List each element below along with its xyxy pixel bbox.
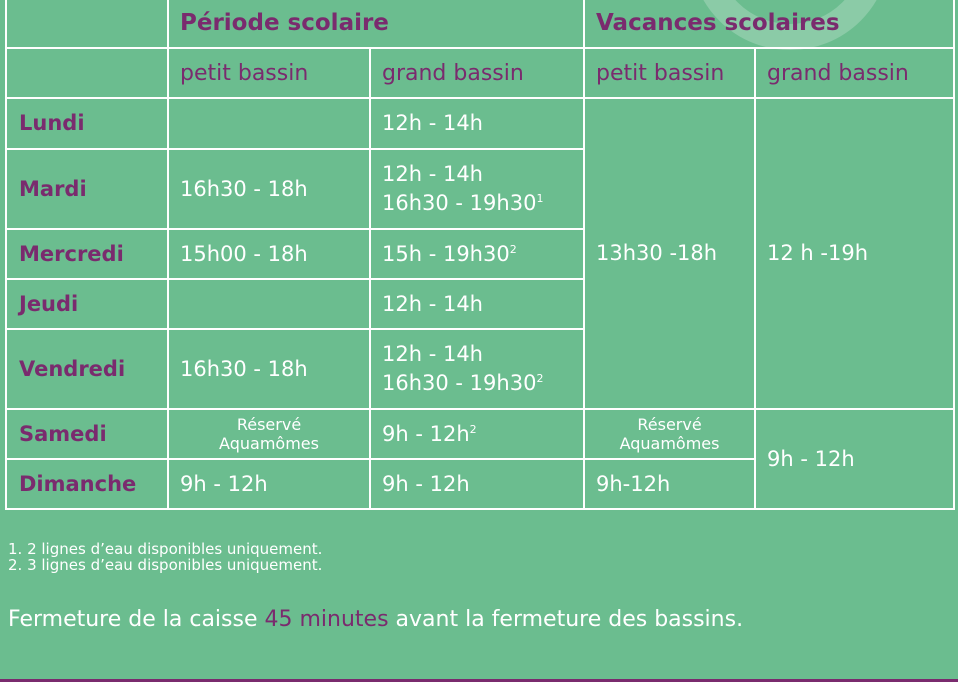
header-school-holidays: Vacances scolaires	[584, 0, 954, 48]
header-school-period: Période scolaire	[168, 0, 584, 48]
closing-text-after: avant la fermeture des bassins.	[388, 607, 744, 632]
footnote-ref: 1	[536, 192, 544, 205]
header-row-periods	[6, 0, 954, 48]
footnote-ref: 2	[469, 422, 477, 436]
row-samedi	[6, 409, 954, 459]
header-holiday-large-pool: grand bassin	[755, 48, 954, 98]
closing-notice	[8, 606, 743, 634]
header-school-large-pool: grand bassin	[370, 48, 584, 98]
holiday-weekday-large: 12 h -19h	[755, 98, 954, 409]
vendredi-slot-2-text: 16h30 - 19h30	[382, 371, 537, 395]
footnote-1: 1. 2 lignes d’eau disponibles uniquement.	[8, 540, 323, 558]
mercredi-school-small: 15h00 - 18h	[168, 229, 370, 279]
footnote-ref: 2	[509, 242, 517, 256]
jeudi-school-large: 12h - 14h	[370, 279, 584, 329]
samedi-school-small	[168, 409, 370, 459]
mercredi-school-large-text: 15h - 19h30	[382, 241, 510, 266]
mercredi-school-large	[370, 229, 584, 279]
header-school-small-pool: petit bassin	[168, 48, 370, 98]
day-label-lundi: Lundi	[6, 98, 168, 149]
day-label-vendredi: Vendredi	[6, 329, 168, 409]
pool-schedule-table	[5, 0, 955, 510]
dimanche-school-small: 9h - 12h	[168, 459, 370, 509]
day-label-mercredi: Mercredi	[6, 229, 168, 279]
row-lundi	[6, 98, 954, 149]
reserved-label: Réservé	[236, 415, 302, 434]
reserved-label: Réservé	[637, 415, 702, 434]
mardi-slot-2-text: 16h30 - 19h30	[382, 191, 537, 215]
holiday-weekday-small: 13h30 -18h	[584, 98, 755, 409]
vendredi-school-large-slot-2	[382, 369, 583, 398]
samedi-school-large-text: 9h - 12h	[382, 421, 470, 446]
aquamomes-label: Aquamômes	[619, 434, 720, 453]
day-label-mardi: Mardi	[6, 149, 168, 229]
vendredi-school-small: 16h30 - 18h	[168, 329, 370, 409]
mardi-school-large	[370, 149, 584, 229]
vendredi-school-large-slot-1: 12h - 14h	[382, 342, 483, 366]
lundi-school-small	[168, 98, 370, 149]
header-holiday-small-pool: petit bassin	[584, 48, 755, 98]
footnote-ref: 2	[536, 372, 544, 385]
samedi-holiday-small	[584, 409, 755, 459]
closing-highlight: 45 minutes	[264, 607, 389, 632]
vendredi-school-large	[370, 329, 584, 409]
footnote-2: 2. 3 lignes d’eau disponibles uniquement.	[8, 556, 323, 574]
day-label-dimanche: Dimanche	[6, 459, 168, 509]
footnotes	[8, 541, 322, 573]
holiday-weekend-large: 9h - 12h	[755, 409, 954, 509]
jeudi-school-small	[168, 279, 370, 329]
day-label-samedi: Samedi	[6, 409, 168, 459]
mardi-school-large-slot-1: 12h - 14h	[382, 162, 483, 186]
mardi-school-large-slot-2	[382, 189, 583, 218]
samedi-school-large	[370, 409, 584, 459]
corner-cell	[6, 0, 168, 48]
aquamomes-label: Aquamômes	[219, 434, 319, 453]
closing-text-before: Fermeture de la caisse	[8, 607, 265, 632]
lundi-school-large: 12h - 14h	[370, 98, 584, 149]
header-row-pools	[6, 48, 954, 98]
corner-cell-2	[6, 48, 168, 98]
dimanche-holiday-small: 9h-12h	[584, 459, 755, 509]
day-label-jeudi: Jeudi	[6, 279, 168, 329]
mardi-school-small: 16h30 - 18h	[168, 149, 370, 229]
dimanche-school-large: 9h - 12h	[370, 459, 584, 509]
